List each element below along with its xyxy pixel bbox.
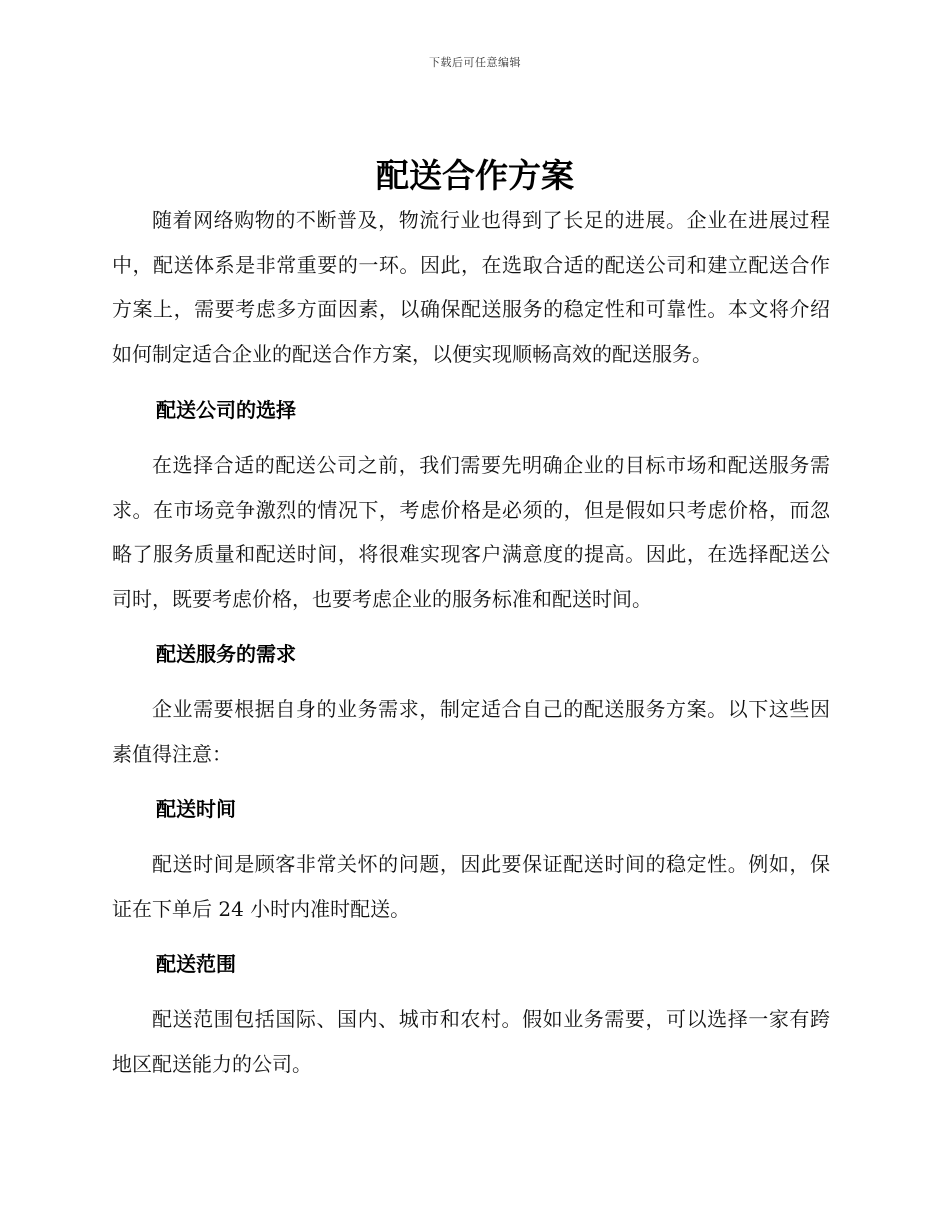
section-heading-company-selection: 配送公司的选择 (156, 398, 296, 422)
section-heading-delivery-range: 配送范围 (156, 952, 236, 976)
document-body (112, 198, 830, 1086)
section-heading-delivery-time: 配送时间 (156, 797, 236, 821)
header-note: 下载后可任意编辑 (429, 56, 521, 69)
document-title: 配送合作方案 (376, 156, 574, 195)
section-paragraph-delivery-range: 配送范围包括国际、国内、城市和农村。假如业务需要，可以选择一家有跨地区配送能力的公司。 (112, 1007, 830, 1076)
section-paragraph-delivery-time: 配送时间是顾客非常关怀的问题，因此要保证配送时间的稳定性。例如，保证在下单后 24 小时内准时配送。 (112, 852, 830, 921)
intro-paragraph: 随着网络购物的不断普及，物流行业也得到了长足的进展。企业在进展过程中，配送体系是非常重要的一环。因此，在选取合适的配送公司和建立配送合作方案上，需要考虑多方面因素，以确保配送服务的稳定性和可靠性。本文将介绍如何制定适合企业的配送合作方案，以便实现顺畅高效的配送服务。 (112, 208, 830, 366)
section-paragraph-service-needs: 企业需要根据自身的业务需求，制定适合自己的配送服务方案。以下这些因素值得注意： (112, 697, 830, 766)
section-heading-service-needs: 配送服务的需求 (156, 642, 296, 666)
section-paragraph-company-selection: 在选择合适的配送公司之前，我们需要先明确企业的目标市场和配送服务需求。在市场竞争激烈的情况下，考虑价格是必须的，但是假如只考虑价格，而忽略了服务质量和配送时间，将很难实现客户满意度的提高。因此，在选择配送公司时，既要考虑价格，也要考虑企业的服务标准和配送时间。 (112, 453, 830, 611)
